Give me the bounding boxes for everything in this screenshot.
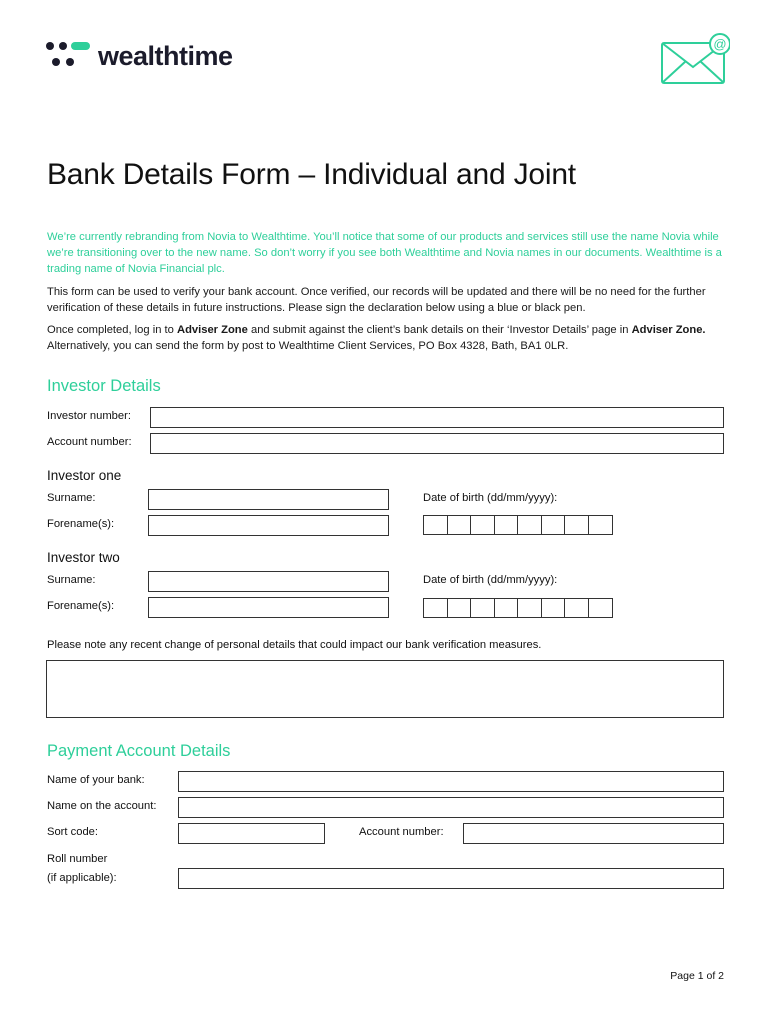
adviser-zone-link: Adviser Zone (176, 324, 248, 336)
wealthtime-logo (46, 40, 233, 72)
account-name-label: Name on the account: (47, 800, 157, 812)
page-title: Bank Details Form – Individual and Joint (47, 158, 576, 191)
sort-code-label: Sort code: (47, 826, 98, 838)
investor-details-title: Investor Details (47, 377, 161, 395)
investor-one-dob-label: Date of birth (dd/mm/yyyy): (423, 492, 558, 504)
bank-name-field[interactable] (178, 771, 724, 792)
investor-one-forename-field[interactable] (148, 515, 389, 536)
changes-note-label: Please note any recent change of personal details that could impact our bank verification measures. (47, 639, 542, 651)
investor-one-surname-label: Surname: (47, 492, 96, 504)
investor-two-surname-label: Surname: (47, 574, 96, 586)
payment-account-number-field[interactable] (463, 823, 724, 844)
payment-details-title: Payment Account Details (47, 742, 231, 760)
account-number-field[interactable] (150, 433, 724, 454)
account-number-label: Account number: (47, 436, 132, 448)
investor-two-title: Investor two (47, 550, 120, 565)
investor-two-forename-label: Forename(s): (47, 600, 115, 612)
svg-text:@: @ (713, 36, 727, 52)
investor-one-surname-field[interactable] (148, 489, 389, 510)
completion-instructions: Once completed, log in to Adviser Zone and submit against the client’s bank details on their ‘Investor Details’ page in Adviser Zone. Alternatively, you can send the form by post to Wealthtime Client Services, PO Box 4328, Bath, BA1 0LR. (47, 324, 706, 352)
brand-name: wealthtime (98, 40, 233, 71)
investor-one-forename-label: Forename(s): (47, 518, 115, 530)
rebrand-notice: We’re currently rebranding from Novia to Wealthtime. You’ll notice that some of our products and services still use the name Novia while we’re transitioning over to the new name. So don’t worry if you see both Wealthtime and Novia names in our documents. Wealthtime is a trading name of Novia Financial plc. (47, 231, 722, 275)
investor-number-field[interactable] (150, 407, 724, 428)
investor-two-forename-field[interactable] (148, 597, 389, 618)
verify-text: This form can be used to verify your bank account. Once verified, our records will be updated and there will be no need for the further verification of these details in future instructions. Please sign the declaration below using a blue or black pen. (47, 286, 706, 314)
investor-two-dob-label: Date of birth (dd/mm/yyyy): (423, 574, 558, 586)
dots-logo-icon (46, 40, 92, 72)
investor-one-dob-field[interactable] (423, 515, 613, 535)
account-name-field[interactable] (178, 797, 724, 818)
investor-one-title: Investor one (47, 468, 122, 483)
roll-number-field[interactable] (178, 868, 724, 889)
envelope-at-icon (660, 33, 730, 87)
sort-code-field[interactable] (178, 823, 325, 844)
roll-number-sub-label: (if applicable): (47, 872, 117, 884)
investor-two-dob-field[interactable] (423, 598, 613, 618)
roll-number-label: Roll number (47, 853, 108, 865)
page-number: Page 1 of 2 (670, 970, 724, 982)
investor-number-label: Investor number: (47, 410, 131, 422)
adviser-zone-link-2: Adviser Zone. (631, 324, 706, 336)
changes-note-field[interactable] (46, 660, 724, 718)
payment-account-number-label: Account number: (359, 826, 444, 838)
bank-name-label: Name of your bank: (47, 774, 145, 786)
investor-two-surname-field[interactable] (148, 571, 389, 592)
